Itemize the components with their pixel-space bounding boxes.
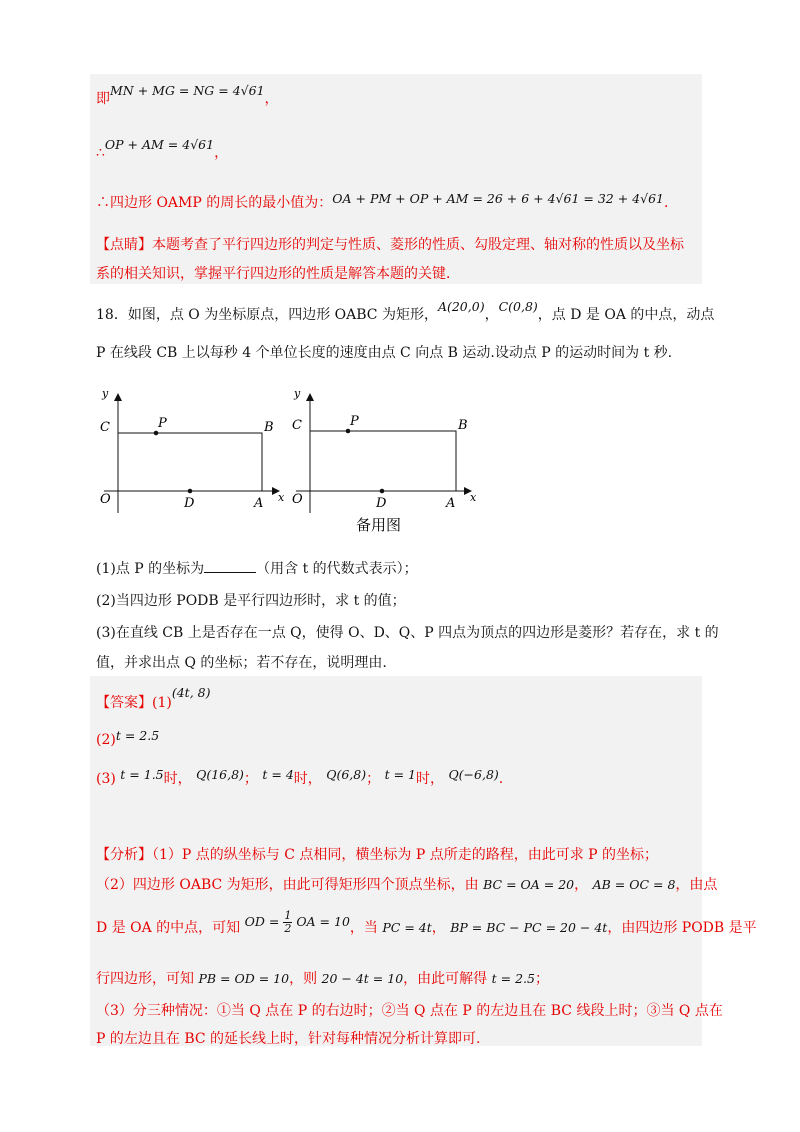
point-o-label: O: [292, 492, 303, 507]
comment-line-2: 系的相关知识，掌握平行四边形的性质是解答本题的关键．: [96, 266, 460, 282]
math-expression: Q(16,8): [196, 767, 244, 782]
math-expression: PB = OD = 10: [198, 971, 290, 986]
x-axis-label: x: [278, 491, 285, 504]
question-text: ，点 D 是 OA 的中点，动点: [537, 307, 715, 323]
analysis-text: ，由此可解得: [403, 971, 488, 987]
math-part: OA = 10: [296, 914, 350, 929]
line-prefix: ∴: [96, 145, 105, 161]
figure-left: [100, 387, 285, 513]
point-a-label: A: [254, 496, 264, 511]
math-expression: OP + AM = 4√61: [104, 137, 215, 152]
math-expression: Q(6,8): [326, 767, 367, 782]
solution-line-2: [96, 137, 229, 162]
analysis-line-2: [96, 874, 717, 894]
analysis-text: ；: [534, 971, 549, 987]
point-p-label: P: [158, 416, 167, 431]
answer-label: 【答案】: [96, 695, 152, 711]
answer-index: (2): [96, 732, 116, 748]
line-suffix: ．: [664, 195, 678, 211]
question-line-2: P 在线段 CB 上以每秒 4 个单位长度的速度由点 C 向点 B 运动.设动点 P 的运动时间为 t 秒.: [96, 345, 673, 361]
point-c-label: C: [292, 418, 302, 433]
answer-line-1: [96, 685, 211, 712]
sub-question-3-line-1: (3)在直线 CB 上是否存在一点 Q，使得 O、D、Q、P 四点为顶点的四边形是菱形？若存在，求 t 的: [96, 625, 719, 641]
coordinate-figure: [90, 385, 510, 535]
math-expression: t = 1.5: [120, 767, 164, 782]
analysis-label: 【分析】: [96, 847, 152, 863]
math-expression: PC = 4t: [382, 920, 432, 935]
y-axis-label: y: [102, 387, 109, 400]
solution-line-1: [96, 83, 279, 108]
line-suffix: ，: [214, 145, 229, 161]
analysis-line-1: [96, 844, 658, 864]
sub-question-1: [96, 558, 418, 578]
sub-question-text: （用含 t 的代数式表示）；: [256, 561, 418, 577]
answer-text: 时，: [415, 771, 444, 787]
math-expression: [244, 909, 350, 935]
separator: ，: [574, 877, 589, 893]
math-expression: (4t, 8): [171, 685, 211, 700]
math-expression: t = 2.5: [115, 728, 160, 743]
sub-question-3-line-2: 值，并求出点 Q 的坐标；若不存在，说明理由.: [96, 655, 387, 671]
question-number: 18．: [96, 307, 128, 323]
line-prefix: 即: [96, 91, 110, 107]
fraction: [283, 910, 292, 935]
answer-blank: [204, 560, 256, 573]
analysis-line-3: [96, 909, 757, 941]
question-text: 如图，点 O 为坐标原点，四边形 OABC 为矩形，: [127, 307, 438, 323]
solution-continuation-block: [90, 74, 702, 284]
question-line-1: [96, 299, 715, 324]
math-expression: 20 − 4t = 10: [321, 971, 404, 986]
math-expression: Q(−6,8): [448, 767, 499, 782]
separator: ；: [243, 771, 258, 787]
analysis-text: ，则: [289, 971, 318, 987]
point-b-label: B: [264, 420, 274, 435]
analysis-text: ，由四边形 PODB 是平: [607, 920, 757, 936]
point-a-coordinate: A(20,0): [437, 299, 485, 314]
answer-text: 时，: [293, 771, 322, 787]
answer-text: 时，: [163, 771, 192, 787]
comment-line-1: 【点睛】本题考查了平行四边形的判定与性质、菱形的性质、勾股定理、轴对称的性质以及坐标: [96, 237, 684, 253]
answer-block: [90, 676, 757, 1047]
point-d-label: D: [376, 496, 387, 511]
separator: ，: [431, 920, 446, 936]
separator: ；: [366, 771, 381, 787]
analysis-text: 行四边形，可知: [96, 971, 194, 987]
figure-caption: 备用图: [356, 516, 402, 534]
analysis-line-6: P 的左边且在 BC 的延长线上时，针对每种情况分析计算即可.: [96, 1031, 481, 1047]
figure-right: [292, 387, 477, 513]
math-part: OD =: [244, 914, 280, 929]
analysis-line-4: [96, 968, 549, 988]
sub-question-text: (1)点 P 的坐标为: [96, 561, 205, 577]
fraction-denominator: 2: [284, 922, 292, 935]
analysis-text: （2）四边形 OABC 为矩形，由此可得矩形四个顶点坐标，由: [96, 877, 479, 893]
point-c-coordinate: C(0,8): [498, 299, 538, 314]
math-expression: t = 4: [262, 767, 294, 782]
math-expression: OA + PM + OP + AM = 26 + 6 + 4√61 = 32 + 4√61: [332, 191, 664, 206]
solution-line-3: [96, 192, 678, 212]
math-expression: BC = OA = 20: [483, 877, 575, 892]
separator: .: [498, 771, 504, 787]
y-axis-label: y: [294, 387, 301, 400]
answer-index: (3): [96, 771, 116, 787]
analysis-text: （1）P 点的纵坐标与 C 点相同，横坐标为 P 点所走的路程，由此可求 P 的坐标；: [152, 847, 659, 863]
answer-line-2: [96, 728, 160, 748]
answer-index: (1): [152, 695, 172, 711]
math-expression: t = 2.5: [491, 971, 535, 986]
math-expression: MN + MG = NG = 4√61: [110, 83, 265, 98]
math-expression: t = 1: [384, 767, 416, 782]
analysis-text: ，由点: [675, 877, 718, 893]
point-p-label: P: [350, 414, 359, 429]
point-o-label: O: [100, 492, 111, 507]
fraction-numerator: 1: [284, 909, 292, 922]
line-prefix: ∴四边形 OAMP 的周长的最小值为：: [96, 195, 333, 211]
point-b-label: B: [458, 418, 468, 433]
answer-line-3: [96, 768, 503, 788]
analysis-line-5: （3）分三种情况：①当 Q 点在 P 的右边时；②当 Q 点在 P 的左边且在 BC 线段上时；③当 Q 点在: [96, 1003, 723, 1019]
point-d-label: D: [184, 496, 195, 511]
point-c-label: C: [100, 420, 110, 435]
analysis-text: ，当: [349, 920, 378, 936]
math-expression: BP = BC − PC = 20 − 4t: [450, 920, 608, 935]
point-a-label: A: [446, 496, 456, 511]
line-suffix: ，: [264, 91, 279, 107]
sub-question-2: (2)当四边形 PODB 是平行四边形时，求 t 的值；: [96, 593, 406, 609]
analysis-text: D 是 OA 的中点，可知: [96, 920, 241, 936]
math-expression: AB = OC = 8: [592, 877, 676, 892]
separator: ，: [484, 307, 499, 323]
x-axis-label: x: [470, 491, 477, 504]
